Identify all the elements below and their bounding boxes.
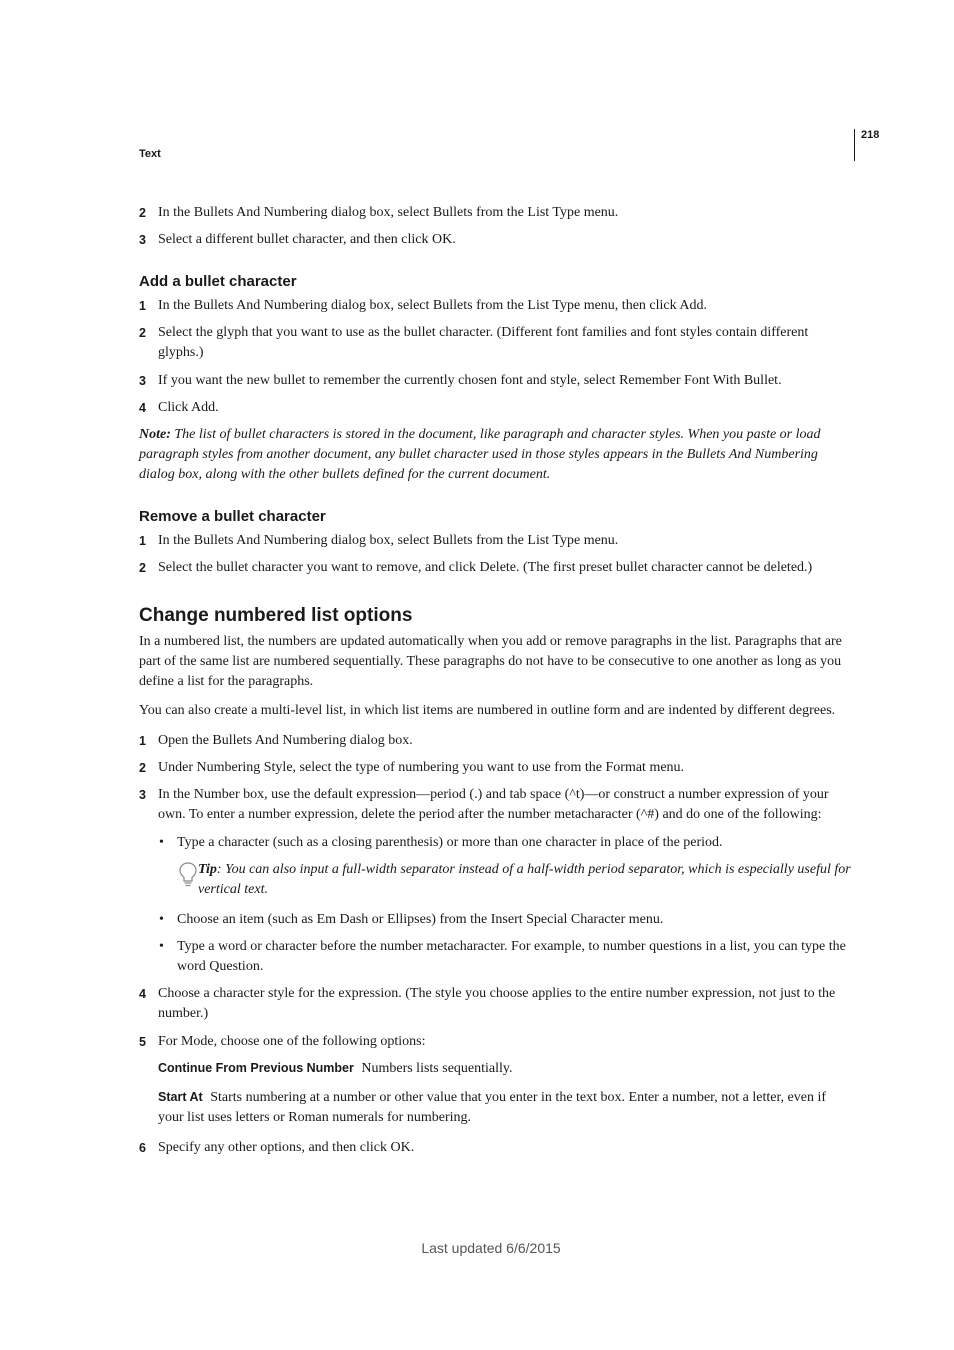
running-head: Text [139, 148, 161, 160]
option-term: Start At [158, 1090, 203, 1104]
list-item [139, 758, 851, 778]
step-text: In the Bullets And Numbering dialog box, select Bullets from the List Type menu. [158, 533, 619, 548]
list-item [139, 531, 851, 551]
step-number: 4 [139, 401, 146, 415]
section-heading-numbered-options: Change numbered list options [139, 605, 413, 626]
step-text: Click Add. [158, 400, 219, 415]
page-header [0, 0, 954, 170]
tip-label: Tip [198, 862, 217, 877]
step-text: Select the glyph that you want to use as the bullet character. (Different font families and font styles contain different glyphs.) [158, 325, 809, 360]
note [139, 425, 851, 485]
section-heading-remove-bullet: Remove a bullet character [139, 508, 326, 525]
list-item [139, 1032, 851, 1052]
step-text: In the Number box, use the default expression—period (.) and tab space (^t)—or construct a number expression of your own. To enter a number expression, delete the period after the number metacharacter (^#) and do one of the following: [158, 787, 829, 822]
step-number: 1 [139, 299, 146, 313]
step-number: 2 [139, 561, 146, 575]
step-text: In the Bullets And Numbering dialog box, select Bullets from the List Type menu. [158, 205, 619, 220]
list-item [139, 731, 851, 751]
list-item [139, 371, 851, 391]
step-number: 3 [139, 788, 146, 802]
step-text: Choose a character style for the expression. (The style you choose applies to the entire number expression, not just to the number.) [158, 986, 836, 1021]
section-heading-add-bullet: Add a bullet character [139, 273, 297, 290]
note-label: Note: [139, 427, 171, 442]
list-item [139, 1138, 851, 1158]
step-text: Open the Bullets And Numbering dialog box. [158, 733, 413, 748]
step-number: 3 [139, 374, 146, 388]
step-number: 3 [139, 233, 146, 247]
step-text: In the Bullets And Numbering dialog box, select Bullets from the List Type menu, then click Add. [158, 298, 707, 313]
lightbulb-icon [179, 862, 197, 888]
paragraph: You can also create a multi-level list, in which list items are numbered in outline form and are indented by different degrees. [139, 703, 836, 718]
step-number: 5 [139, 1035, 146, 1049]
list-item [139, 323, 851, 363]
header-rule [854, 129, 855, 161]
intro-step [139, 203, 851, 223]
step-text: Under Numbering Style, select the type of numbering you want to use from the Format menu. [158, 760, 685, 775]
step-number: 6 [139, 1141, 146, 1155]
page-number: 218 [861, 129, 880, 141]
step-number: 2 [139, 206, 146, 220]
step-number: 1 [139, 734, 146, 748]
paragraph: In a numbered list, the numbers are updated automatically when you add or remove paragraphs in the list. Paragraphs that are part of the same list are numbered sequentially. These paragraphs do not have to be consecutive to one another as long as you define a list for the paragraphs. [139, 634, 842, 689]
bullet-text: Choose an item (such as Em Dash or Ellipses) from the Insert Special Character menu. [177, 912, 664, 927]
tip-text: : You can also input a full-width separator instead of a half-width period separator, which is especially useful for vertical text. [198, 862, 851, 897]
step-text: If you want the new bullet to remember the currently chosen font and style, select Remember Font With Bullet. [158, 373, 782, 388]
option-description: Numbers lists sequentially. [357, 1061, 513, 1076]
bullet-text: Type a character (such as a closing parenthesis) or more than one character in place of the period. [177, 835, 723, 850]
bullet-text: Type a word or character before the number metacharacter. For example, to number questions in a list, you can type the word Question. [177, 939, 846, 974]
step-number: 2 [139, 326, 146, 340]
tip [139, 860, 851, 900]
bullet-item [139, 833, 851, 853]
option-definition [139, 1058, 851, 1079]
option-term: Continue From Previous Number [158, 1061, 354, 1075]
intro-step [139, 230, 851, 250]
list-item [139, 398, 851, 418]
bullet-dot: • [159, 912, 164, 927]
bullet-dot: • [159, 835, 164, 850]
step-text: For Mode, choose one of the following options: [158, 1034, 426, 1049]
step-number: 2 [139, 761, 146, 775]
list-item [139, 785, 851, 825]
page-body [139, 200, 851, 1158]
bullet-dot: • [159, 939, 164, 954]
step-text: Select a different bullet character, and then click OK. [158, 232, 456, 247]
bullet-item [139, 910, 851, 930]
option-definition [139, 1087, 851, 1128]
step-number: 1 [139, 534, 146, 548]
list-item [139, 558, 851, 578]
list-item [139, 984, 851, 1024]
page-footer [0, 1240, 954, 1258]
last-updated: Last updated 6/6/2015 [421, 1240, 561, 1256]
step-text: Specify any other options, and then click OK. [158, 1140, 415, 1155]
step-text: Select the bullet character you want to remove, and click Delete. (The first preset bullet character cannot be deleted.) [158, 560, 813, 575]
step-number: 4 [139, 987, 146, 1001]
option-description: Starts numbering at a number or other value that you enter in the text box. Enter a number, not a letter, even if your list uses letters or Roman numerals for numbering. [158, 1090, 827, 1125]
list-item [139, 296, 851, 316]
note-text: The list of bullet characters is stored in the document, like paragraph and character styles. When you paste or load paragraph styles from another document, any bullet character used in those styles appears in the Bullets And Numbering dialog box, along with the other bullets defined for the current document. [139, 427, 821, 482]
bullet-item [139, 937, 851, 977]
